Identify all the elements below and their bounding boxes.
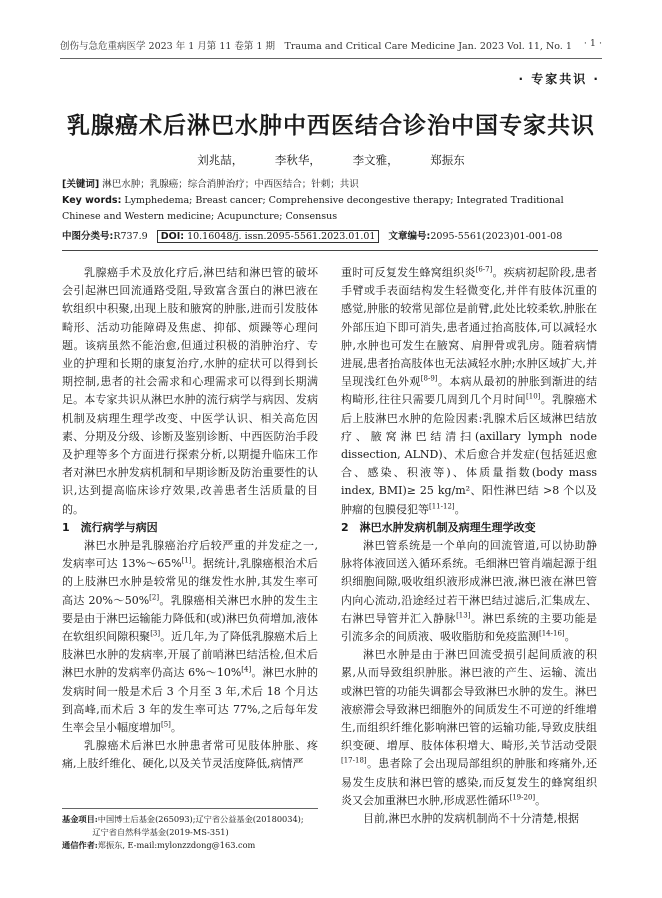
- corresponding-line: [62, 839, 318, 852]
- classification-line: [62, 229, 598, 245]
- header-rule: [60, 58, 602, 59]
- author: 郑振东: [430, 153, 465, 167]
- text-run: 。本病从最初的肿胀到渐进的结构畸形,往往只需要几周到几个月时间: [341, 375, 598, 407]
- paragraph: 目前,淋巴水肿的发病机制尚不十分清楚,根据: [363, 812, 579, 826]
- citation: [1]: [181, 556, 192, 565]
- doi-box: [157, 230, 380, 243]
- paragraph: [341, 264, 597, 519]
- paragraph: 乳腺癌手术及放化疗后,淋巴结和淋巴管的破坏会引起淋巴回流通路受阻,导致富含蛋白的淋巴液在软组织中积聚,出现上肢和腋窝的肿胀,进而引发肢体畸形、活动功能障碍及焦虑、抑郁、烦躁等心理问题。该病虽然不能治愈,但通过积极的消肿治疗、专业的护理和长期的康复治疗,水肿的症状可以得到长期控制,患者的社会需求和心理需求可以得到长期满足。本专家共识从淋巴水肿的流行病学与病因、发病机制及病理生理学改变、中医学认识、相关高危因素、分期及分级、诊断及鉴别诊断、中西医防治手段及护理等多个方面进行探索分析,以期提升临床工作者对淋巴水肿发病机制和早期诊断及防治重要性的认识,达到提高临床诊疗效果,改善患者生活质量的目的。: [62, 266, 318, 516]
- clc-label: 中图分类号:: [62, 231, 114, 242]
- fund-label: 基金项目:: [62, 814, 98, 824]
- text-run: 。: [535, 793, 547, 807]
- keywords-cn: [62, 177, 598, 193]
- paragraph: [62, 537, 318, 737]
- citation: [3]: [150, 629, 161, 638]
- author: 李文雅，: [352, 153, 399, 167]
- page-number: · 1 ·: [583, 38, 602, 49]
- keywords-en-text: Lymphedema; Breast cancer; Comprehensive decongestive therapy; Integrated Traditional Chinese and Western medicine; Acupuncture; Consensus: [62, 195, 564, 222]
- author: 刘兆喆，: [197, 153, 244, 167]
- text-run: 。患者除了会出现局部组织的肿胀和疼痛外,还易发生皮肤和淋巴管的感染,而反复发生的蜂窝组织炎又会加重淋巴水肿,形成恶性循环: [341, 757, 597, 807]
- article-no-value: 2095-5561(2023)01-001-08: [430, 231, 563, 242]
- text-run: 。据统计,乳腺癌根治术后的上肢淋巴水肿是较常见的继发性水肿,其发生率可高达 20%～50%: [62, 557, 318, 607]
- text-run: 。乳腺癌术后上肢淋巴水肿的危险因素:乳腺术后区域淋巴结放疗、腋窝淋巴结清扫(axillary lymph node dissection, ALND)、术后愈合并发症(包括延迟愈合、感染、积液等)、体质量指数(body mass index, BMI)≥ 25 kg/m²、阳性淋巴结 >8 个以及肿瘤的包膜侵犯等: [341, 393, 598, 516]
- right-column: [341, 264, 597, 828]
- running-header: [60, 38, 602, 58]
- keywords-en-label: Key words:: [62, 195, 122, 206]
- section-heading: 1 流行病学与病因: [62, 520, 158, 534]
- text-run: 。近几年,为了降低乳腺癌术后上肢淋巴水肿的发病率,开展了前哨淋巴结活检,但术后淋巴水肿的发病率仍高达 6%～10%: [62, 630, 318, 680]
- clc-value: R737.9: [113, 231, 148, 242]
- citation: [10]: [526, 392, 541, 401]
- citation: [13]: [456, 611, 471, 620]
- citation: [6-7]: [475, 265, 493, 274]
- fund-line: [62, 813, 318, 826]
- text-run: 。: [170, 721, 182, 735]
- article-title: 乳腺癌术后淋巴水肿中西医结合诊治中国专家共识: [67, 113, 595, 139]
- text-run: 。: [564, 630, 576, 644]
- citation: [5]: [161, 720, 171, 729]
- keywords-cn-text: 淋巴水肿；乳腺癌；综合消肿治疗；中西医结合；针刺；共识: [102, 179, 359, 190]
- corr-text: 郑振东, E-mail:mylonzzdong@163.com: [97, 840, 256, 850]
- fund-text: 中国博士后基金(265093);辽宁省公益基金(20180034);: [97, 814, 304, 824]
- text-run: 。淋巴水肿的发病时间一般是术后 3 个月至 3 年,术后 18 个月达到高峰,而术后 3 年的发生率可达 77%,之后每年发生率会呈小幅度增加: [62, 666, 319, 735]
- text-run: 。: [454, 502, 466, 516]
- citation: [2]: [149, 593, 160, 601]
- fund-line-2: 辽宁省自然科学基金(2019-MS-351): [92, 827, 229, 837]
- citation: [4]: [241, 665, 252, 674]
- paragraph: 乳腺癌术后淋巴水肿患者常可见肢体肿胀、疼痛,上肢纤维化、硬化,以及关节灵活度降低,病情严: [62, 739, 318, 771]
- text-run: 重时可反复发生蜂窝组织炎: [341, 266, 476, 279]
- text-run: 。淋巴系统的主要功能是引流多余的间质液、吸收脂肪和免疫监测: [341, 611, 598, 644]
- doi-label: DOI:: [160, 231, 185, 242]
- keywords-cn-label: [关键词]: [62, 179, 100, 190]
- left-column: [62, 264, 318, 774]
- section-label: · 专家共识 ·: [518, 72, 600, 86]
- keywords-en: [62, 193, 598, 225]
- journal-info: 创伤与急危重病医学 2023 年 1 月第 11 卷第 1 期 Trauma and Critical Care Medicine Jan. 2023 Vol. 11, No. 1: [60, 41, 572, 52]
- citation: [8-9]: [420, 374, 438, 383]
- paragraph: [341, 537, 597, 646]
- text-run: 淋巴水肿是由于淋巴回流受损引起间质液的积累,从而导致组织肿胀。淋巴液的产生、运输、流出或淋巴管的功能失调都会导致淋巴水肿的发生。淋巴液瘀滞会导致淋巴细胞外的间质发生不可逆的纤维增生,而组织纤维化影响淋巴管的运输功能,导致皮肤组织变硬、增厚、肢体体积增大、畸形,关节活动受限: [341, 648, 597, 753]
- citation: [17-18]: [341, 756, 367, 765]
- text-run: 。疾病初起阶段,患者手臂或手表面结构发生轻微变化,并伴有肢体沉重的感觉,肿胀的较常见部位是前臂,此处比较柔软,肿胀在外部压迫下即可消失,患者通过抬高肢体,可以减轻水肿,水肿也可发生在腋窝、肩胛骨或乳房。随着病情进展,患者抬高肢体也无法减轻水肿;水肿区域扩大,并呈现浅红色外观: [341, 266, 598, 389]
- text-run: 淋巴管系统是一个单向的回流管道,可以协助静脉将体液回送入循环系统。毛细淋巴管肖端起源于组织细胞间隙,吸收组织液形成淋巴液,淋巴液在淋巴管内向心流动,沿途经过若干淋巴结过滤后,汇集成左、右淋巴导管并汇入静脉: [341, 539, 597, 625]
- article-no-label: 文章编号:: [388, 231, 431, 242]
- citation: [19-20]: [509, 793, 536, 802]
- citation: [14-16]: [539, 629, 565, 638]
- section-heading: 2 淋巴水肿发病机制及病理生理学改变: [341, 520, 536, 534]
- meta-rule: [62, 250, 598, 251]
- paragraph: [341, 646, 597, 810]
- citation: [11-12]: [429, 501, 455, 510]
- author: 李秋华，: [274, 153, 321, 167]
- corr-label: 通信作者:: [62, 840, 98, 850]
- author-list: [0, 152, 662, 168]
- text-run: 。乳腺癌相关淋巴水肿的发生主要是由于淋巴运输能力降低和(或)淋巴负荷增加,液体在软组织间隙积聚: [62, 593, 318, 644]
- footnote: [62, 808, 318, 852]
- text-run: 淋巴水肿是乳腺癌治疗后较严重的并发症之一,发病率可达 13%～65%: [62, 539, 318, 571]
- doi-value: 10.16048/j. issn.2095-5561.2023.01.01: [187, 231, 376, 242]
